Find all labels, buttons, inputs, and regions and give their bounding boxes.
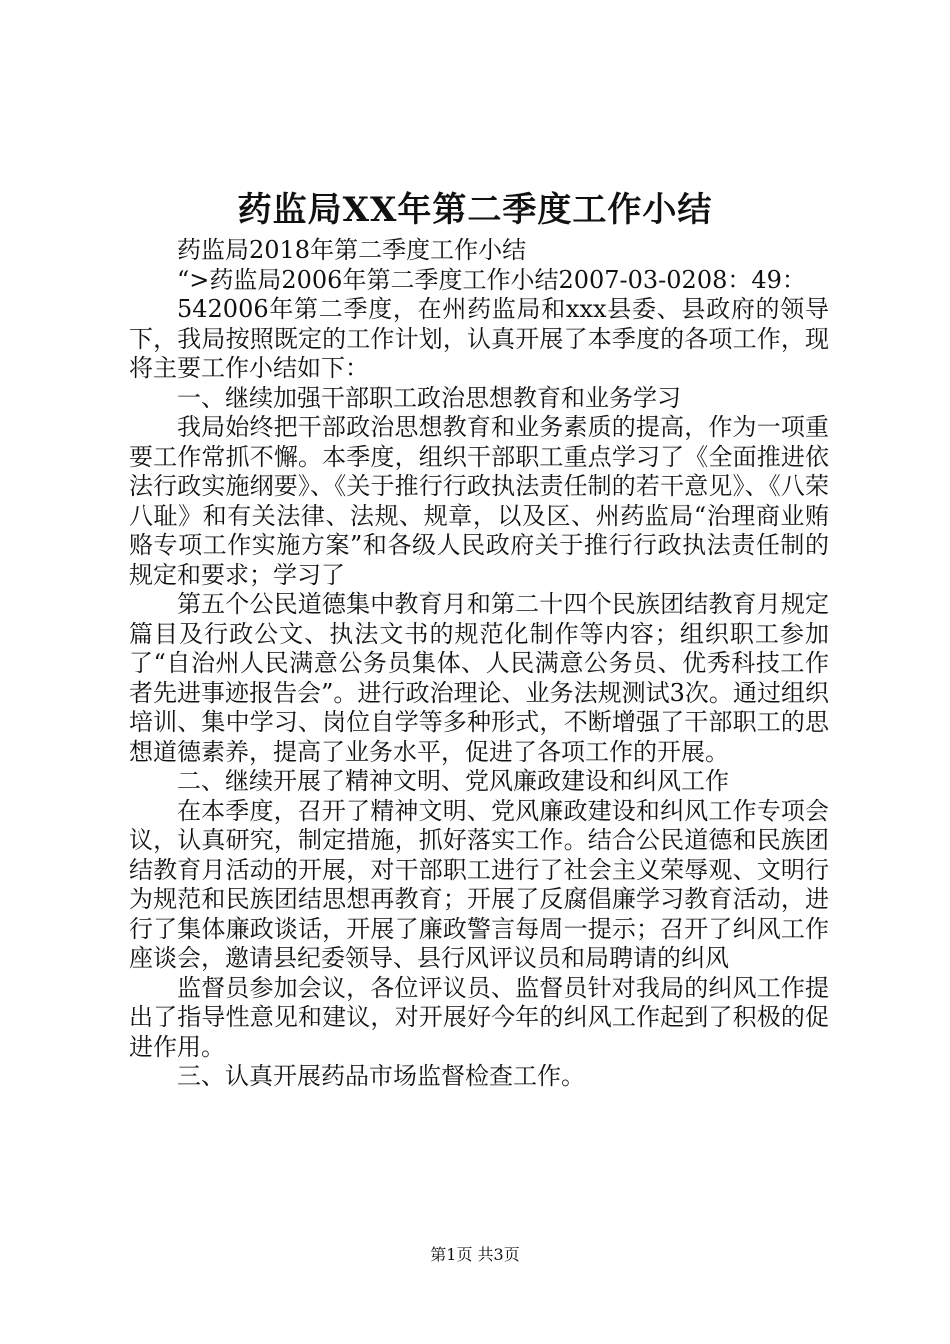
document-title: 药监局XX年第二季度工作小结 — [237, 190, 713, 230]
body-paragraph: 在本季度，召开了精神文明、党风廉政建设和纠风工作专项会议，认真研究，制定措施，抓好落实工作。结合公民道德和民族团结教育月活动的开展，对干部职工进行了社会主义荣辱观、文明行为规范和民族团结思想再教育；开展了反腐倡廉学习教育活动，进行了集体廉政谈话，开展了廉政警言每周一提示；召开了纠风工作座谈会，邀请县纪委领导、县行风评议员和局聘请的纠风 — [129, 796, 829, 972]
page-footer: 第1页 共3页 — [430, 1245, 520, 1264]
section-heading-2: 二、继续开展了精神文明、党风廉政建设和纠风工作 — [177, 767, 729, 795]
section-heading-1: 一、继续加强干部职工政治思想教育和业务学习 — [177, 383, 681, 412]
subtitle-paragraph: 药监局2018年第二季度工作小结 — [177, 236, 527, 264]
intro-paragraph: 542006年第二季度，在州药监局和xxx县委、县政府的领导下，我局按照既定的工作计划，认真开展了本季度的各项工作，现将主要工作小结如下： — [129, 295, 829, 382]
source-line-paragraph: “>药监局2006年第二季度工作小结2007-03-0208：49： — [177, 265, 806, 294]
body-paragraph: 第五个公民道德集中教育月和第二十四个民族团结教育月规定篇目及行政公文、执法文书的规范化制作等内容；组织职工参加了“自治州人民满意公务员集体、人民满意公务员、优秀科技工作者先进事迹报告会”。进行政治理论、业务法规测试3次。通过组织培训、集中学习、岗位自学等多种形式，不断增强了干部职工的思想道德素养，提高了业务水平，促进了各项工作的开展。 — [129, 590, 829, 766]
body-paragraph: 我局始终把干部政治思想教育和业务素质的提高，作为一项重要工作常抓不懈。本季度，组织干部职工重点学习了《全面推进依法行政实施纲要》、《关于推行行政执法责任制的若干意见》、《八荣八耻》和有关法律、法规、规章，以及区、州药监局“治理商业贿赂专项工作实施方案”和各级人民政府关于推行行政执法责任制的规定和要求；学习了 — [129, 413, 829, 589]
document-body — [129, 236, 829, 1092]
body-paragraph: 监督员参加会议，各位评议员、监督员针对我局的纠风工作提出了指导性意见和建议，对开展好今年的纠风工作起到了积极的促进作用。 — [129, 973, 829, 1061]
section-heading-3: 三、认真开展药品市场监督检查工作。 — [177, 1062, 585, 1090]
